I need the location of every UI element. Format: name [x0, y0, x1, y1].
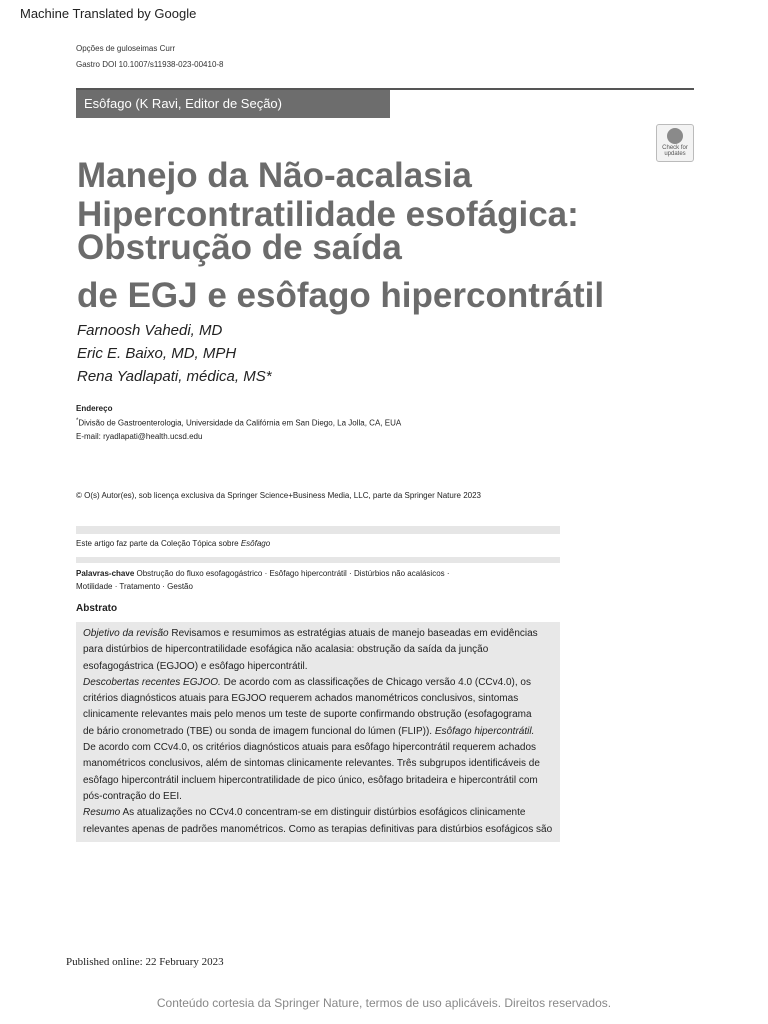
- machine-translation-banner: Machine Translated by Google: [20, 6, 197, 21]
- abstract-line: [83, 691, 559, 707]
- abstract-line: [83, 642, 559, 658]
- affiliation-text: Divisão de Gastroenterologia, Universidade da Califórnia em San Diego, La Jolla, CA, EUA: [78, 418, 402, 428]
- badge-line-1: Check for: [662, 145, 688, 151]
- journal-doi: Gastro DOI 10.1007/s11938-023-00410-8: [76, 60, 224, 69]
- article-title-line-3: Obstrução de saída: [77, 228, 402, 267]
- affiliation-marker: *: [76, 418, 79, 424]
- footer-notice: Conteúdo cortesia da Springer Nature, termos de uso aplicáveis. Direitos reservados.: [156, 996, 612, 1010]
- affiliation: [76, 418, 401, 428]
- abstract-line: [83, 659, 559, 675]
- address-label: Endereço: [76, 404, 113, 413]
- abstract-line-text: para distúrbios de hipercontratilidade esofágica não acalasia: obstrução da saída da junção: [83, 644, 489, 656]
- author-3: Rena Yadlapati, médica, MS*: [77, 368, 272, 385]
- abstract-line-text: De acordo com CCv4.0, os critérios diagnósticos atuais para esôfago hipercontrátil requerem achados: [83, 742, 537, 754]
- check-for-updates-badge[interactable]: [656, 124, 694, 162]
- article-title-line-4: de EGJ e esôfago hipercontrátil: [77, 276, 605, 315]
- abstract-line: [83, 707, 559, 723]
- abstract-line-text: Revisamos e resumimos as estratégias atuais de manejo baseadas em evidências: [168, 628, 538, 639]
- abstract-text: [83, 626, 559, 838]
- abstract-line-text: de bário cronometrado (TBE) ou sonda de imagem funcional do lúmen (FLIP)).: [83, 725, 435, 737]
- abstract-line-text: As atualizações no CCv4.0 concentram-se em distinguir distúrbios esofágicos clinicamente: [120, 807, 526, 819]
- abstract-line-text: esofagogástrica (EGJOO) e esôfago hipercontrátil.: [83, 660, 308, 672]
- divider-band: [76, 526, 560, 534]
- abstract-line-text: De acordo com as classificações de Chicago versão 4.0 (CCv4.0), os: [220, 676, 531, 688]
- abstract-subheading: Objetivo da revisão: [83, 628, 169, 639]
- copyright-notice: © O(s) Autor(es), sob licença exclusiva da Springer Science+Business Media, LLC, parte da Springer Nature 2023: [76, 491, 481, 500]
- abstract-subheading: Esôfago hipercontrátil.: [434, 725, 535, 737]
- abstract-line-text: esôfago hipercontrátil incluem hipercontratilidade de pico único, esôfago britadeira e hipercontrátil com: [83, 774, 538, 786]
- collection-topic: Esôfago: [240, 539, 271, 548]
- abstract-line: [83, 789, 559, 805]
- keywords-label: Palavras-chave: [76, 569, 135, 578]
- abstract-line: [83, 805, 559, 821]
- abstract-line: [83, 773, 559, 789]
- collection-text: Este artigo faz parte da Coleção Tópica sobre: [76, 539, 241, 548]
- journal-name: Opções de guloseimas Curr: [76, 44, 176, 53]
- abstract-line: [83, 822, 559, 838]
- topical-collection-note: [76, 539, 270, 548]
- section-title: Esôfago (K Ravi, Editor de Seção): [76, 90, 390, 118]
- abstract-line: [83, 724, 559, 740]
- published-date: Published online: 22 February 2023: [66, 956, 224, 968]
- abstract-line-text: clinicamente relevantes mais pelo menos um teste de suporte confirmando obstrução (esofagograma: [83, 709, 532, 721]
- badge-line-2: updates: [664, 151, 686, 157]
- divider-band: [76, 557, 560, 563]
- abstract-line: [83, 626, 559, 642]
- article-title-line-2: Hipercontratilidade esofágica:: [77, 195, 579, 234]
- abstract-line: [83, 756, 559, 772]
- article-title-line-1: Manejo da Não-acalasia: [77, 156, 472, 195]
- keywords-line-1: Obstrução do fluxo esofagogástrico · Esôfago hipercontrátil · Distúrbios não acalásicos ·: [134, 569, 450, 578]
- keywords-line-2: Motilidade · Tratamento · Gestão: [76, 582, 193, 591]
- abstract-line-text: relevantes apenas de padrões manométricos. Como as terapias definitivas para distúrbios esofágicos são: [83, 823, 553, 835]
- keywords: [76, 567, 496, 593]
- abstract-subheading: Descobertas recentes EGJOO.: [83, 676, 221, 688]
- check-updates-icon: [667, 128, 683, 144]
- abstract-heading: Abstrato: [76, 603, 118, 614]
- author-email[interactable]: E-mail: ryadlapati@health.ucsd.edu: [76, 432, 203, 441]
- abstract-subheading: Resumo: [83, 807, 121, 819]
- abstract-line: [83, 740, 559, 756]
- author-2: Eric E. Baixo, MD, MPH: [77, 345, 237, 362]
- abstract-line: [83, 675, 559, 691]
- abstract-line-text: manométricos conclusivos, além de sintomas clinicamente relevantes. Três subgrupos identificáveis de: [83, 758, 540, 770]
- abstract-line-text: critérios diagnósticos atuais para EGJOO requerem achados manométricos conclusivos, sintomas: [83, 693, 519, 705]
- abstract-line-text: pós-contração do EEI.: [83, 790, 182, 802]
- author-1: Farnoosh Vahedi, MD: [77, 322, 223, 339]
